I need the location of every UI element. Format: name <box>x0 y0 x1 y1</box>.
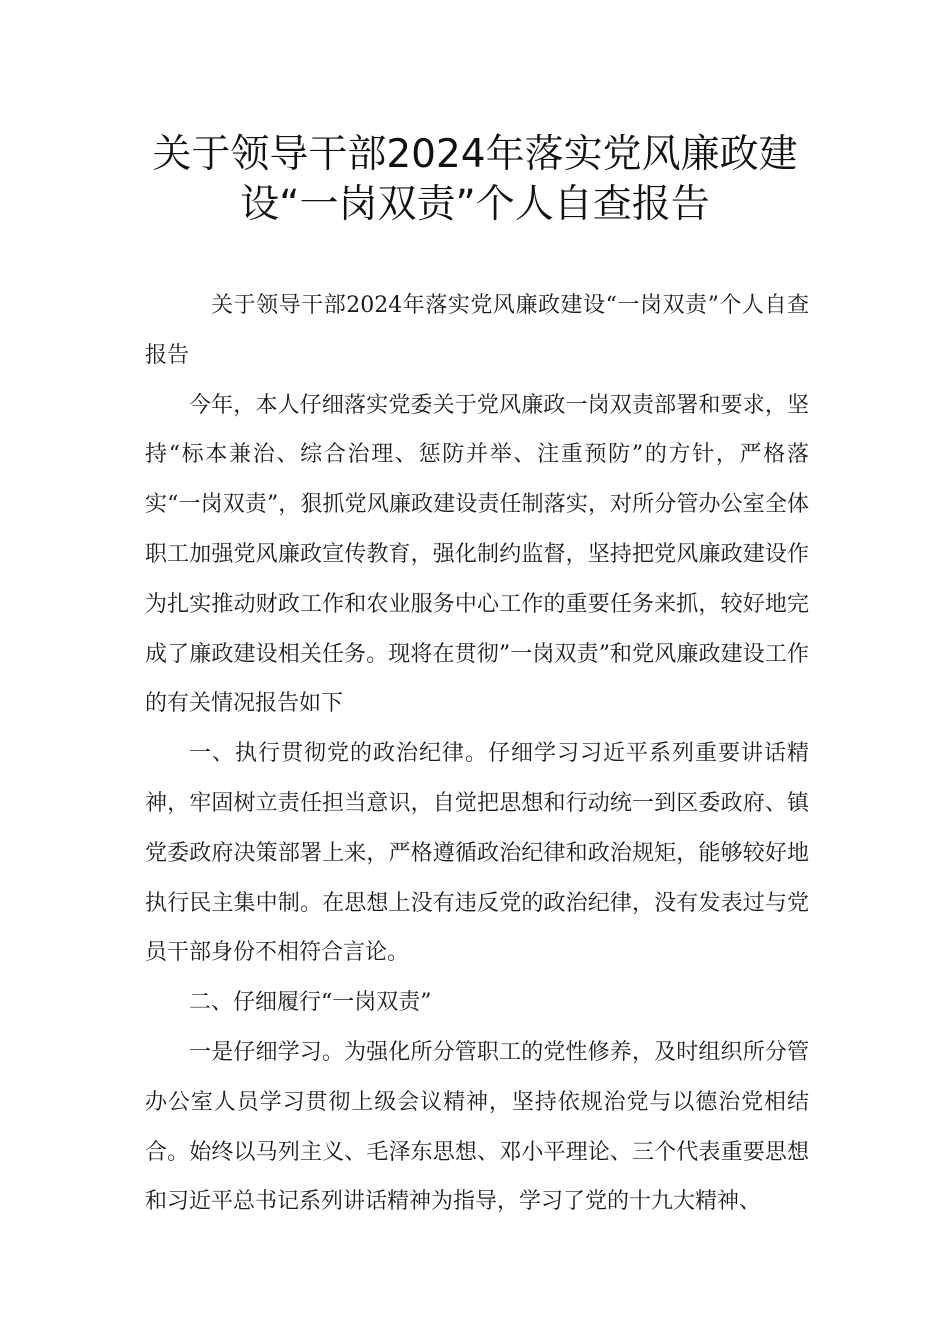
body-paragraph-section-1: 一、执行贯彻党的政治纪律。仔细学习习近平系列重要讲话精神，牢固树立责任担当意识，自觉把思想和行动统一到区委政府、镇党委政府决策部署上来，严格遵循政治纪律和政治规矩，能够较好地执行民主集中制。在思想上没有违反党的政治纪律，没有发表过与党员干部身份不相符合言论。 <box>145 741 809 966</box>
body-paragraph-heading: 关于领导干部2024年落实党风廉政建设“一岗双责”个人自查报告 <box>145 293 809 368</box>
body-paragraph-section-2-heading: 二、仔细履行“一岗双责” <box>189 990 432 1016</box>
document-title-line-1: 关于领导干部2024年落实党风廉政建 <box>152 132 798 177</box>
body-paragraph-study: 一是仔细学习。为强化所分管职工的党性修养，及时组织所分管办公室人员学习贯彻上级会议精神，坚持依规治党与以德治党相结合。始终以马列主义、毛泽东思想、邓小平理论、三个代表重要思想和习近平总书记系列讲话精神为指导，学习了党的十九大精神、 <box>145 1039 809 1215</box>
body-paragraph-intro: 今年，本人仔细落实党委关于党风廉政一岗双责部署和要求，坚持“标本兼治、综合治理、惩防并举、注重预防”的方针，严格落实“一岗双责”，狠抓党风廉政建设责任制落实，对所分管办公室全体职工加强党风廉政宣传教育，强化制约监督，坚持把党风廉政建设作为扎实推动财政工作和农业服务中心工作的重要任务来抓，较好地完成了廉政建设相关任务。现将在贯彻”一岗双责”和党风廉政建设工作的有关情况报告如下 <box>145 392 809 717</box>
document-title-line-2: 设“一岗双责”个人自查报告 <box>240 182 710 227</box>
document-body <box>145 281 809 1227</box>
